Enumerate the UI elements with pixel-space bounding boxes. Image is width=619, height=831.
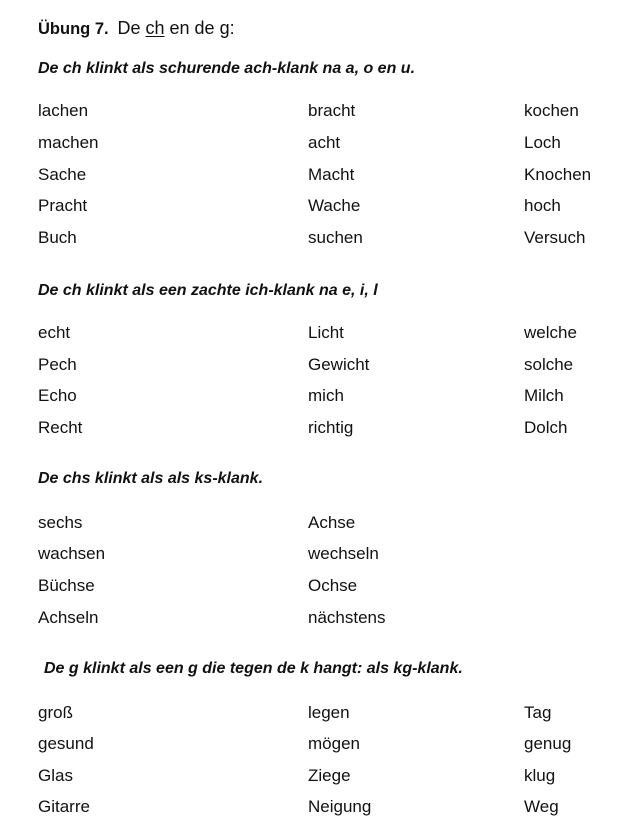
word: Knochen <box>524 165 592 184</box>
word: legen <box>308 703 350 722</box>
word: suchen <box>308 228 363 247</box>
word: wachsen <box>38 544 106 563</box>
word: kochen <box>524 101 579 120</box>
word: Macht <box>308 165 355 184</box>
word: Gewicht <box>308 355 370 374</box>
ch-underlined: ch <box>145 18 165 38</box>
word: welche <box>524 323 577 342</box>
word: Weg <box>524 797 559 816</box>
exercise-number: Übung 7. <box>38 20 109 38</box>
exercise-title <box>38 18 235 39</box>
word: Gitarre <box>38 797 90 816</box>
word: Pracht <box>38 196 88 215</box>
word: nächstens <box>308 608 386 627</box>
word: Tag <box>524 703 552 722</box>
word: solche <box>524 355 574 374</box>
word: groß <box>38 703 73 722</box>
word: Milch <box>524 386 564 405</box>
word: Loch <box>524 133 561 152</box>
word: machen <box>38 133 99 152</box>
word: Dolch <box>524 418 568 437</box>
word: Licht <box>308 323 344 342</box>
word: echt <box>38 323 71 342</box>
title-text: De ch en de g: <box>117 18 235 38</box>
word: Sache <box>38 165 87 184</box>
word: Buch <box>38 228 77 247</box>
word: Büchse <box>38 576 95 595</box>
word: Ziege <box>308 766 351 785</box>
word: klug <box>524 766 556 785</box>
word: Versuch <box>524 228 586 247</box>
section-heading-ks-klank: De chs klinkt als als ks-klank. <box>38 470 264 487</box>
word: richtig <box>308 418 354 437</box>
word: Recht <box>38 418 83 437</box>
section-heading-ich-klank: De ch klinkt als een zachte ich-klank na e, i, l <box>38 282 378 299</box>
word: lachen <box>38 101 89 120</box>
word: Wache <box>308 196 361 215</box>
word: wechseln <box>308 544 379 563</box>
word: Ochse <box>308 576 358 595</box>
word: Echo <box>38 386 77 405</box>
word: gesund <box>38 734 94 753</box>
word: mögen <box>308 734 360 753</box>
word: mich <box>308 386 344 405</box>
word: hoch <box>524 196 561 215</box>
g-underlined: g <box>219 18 230 38</box>
word: acht <box>308 133 341 152</box>
word: Achseln <box>38 608 99 627</box>
section-heading-ach-klank: De ch klinkt als schurende ach-klank na a, o en u. <box>38 60 416 77</box>
word: bracht <box>308 101 356 120</box>
word: Achse <box>308 513 356 532</box>
section-heading-kg-klank: De g klinkt als een g die tegen de k hangt: als kg-klank. <box>44 660 463 677</box>
word: Glas <box>38 766 73 785</box>
word: Neigung <box>308 797 372 816</box>
word: sechs <box>38 513 83 532</box>
word: Pech <box>38 355 77 374</box>
word: genug <box>524 734 572 753</box>
